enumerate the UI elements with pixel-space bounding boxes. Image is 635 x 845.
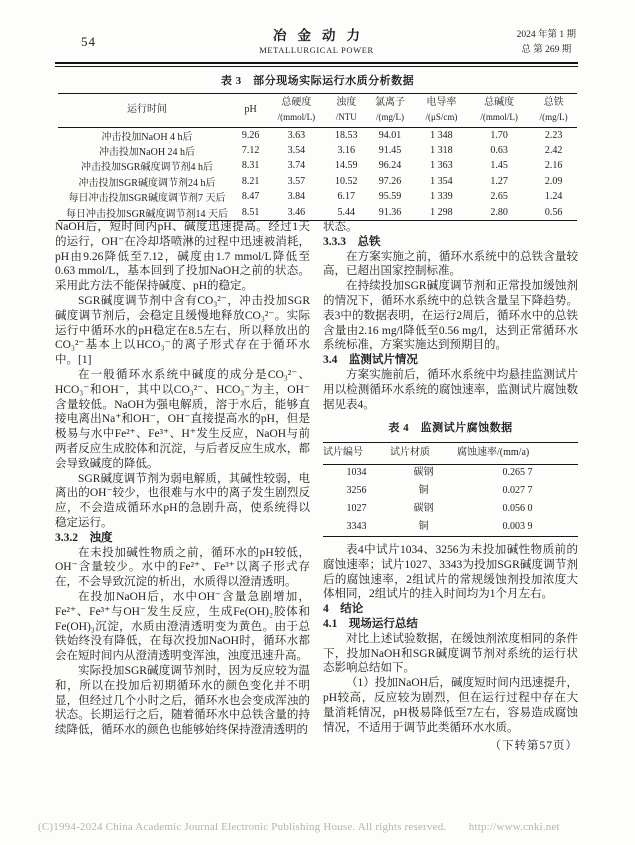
table-cell: 14.59 [335, 160, 358, 172]
paragraph: 状态。 [323, 221, 358, 233]
table-cell: 1 318 [430, 144, 453, 156]
table-cell: 冲击投加NaOH 24 h后 [98, 146, 196, 158]
issue-line-1: 2024 年第 1 期 [516, 30, 576, 40]
right-column [323, 220, 578, 754]
table-cell: 冲击投加NaOH 4 h后 [101, 131, 193, 143]
paragraph: 在投加NaOH后，水中OH⁻含量急剧增加，Fe²⁺、Fe³⁺与OH⁻发生反应，生成Fe(OH)₂胶体和Fe(OH)₃沉淀，水质由澄清透明变为黄色。由于总铁始终没有降低，在每次投加NaOH时，循环水都会在短时间内从澄清透明变浑浊，浊度迅速升高。 [55, 590, 310, 663]
table-cell: 3343 [346, 520, 367, 532]
continuation-note: （下转第57页） [489, 740, 578, 753]
table-cell: 10.52 [335, 175, 358, 187]
table-cell: 每日冲击投加SGR碱度调节剂7 天后 [68, 193, 226, 205]
table-cell: 3.57 [287, 175, 306, 187]
table-cell: 2.80 [490, 206, 508, 218]
table-cell: 0.63 [490, 144, 508, 156]
table-cell: 3.16 [337, 144, 356, 156]
table-cell: 3.74 [287, 160, 306, 172]
table-cell: 7.12 [241, 144, 260, 156]
column-header: 氯离子 /(mg/L) [374, 97, 405, 122]
table-cell: 3.46 [287, 206, 306, 218]
paragraph: SGR碱度调节剂中含有CO₃²⁻，冲击投加SGR碱度调节剂后，会稳定且缓慢地释放CO₃²⁻。实际运行中循环水的pH稳定在8.5左右，所以释放出的CO₃²⁻基本上以HCO₃⁻的离子形式存在于循环水中。[1] [55, 294, 310, 367]
table-cell: 3.84 [287, 191, 306, 203]
journal-title-block [55, 24, 578, 55]
table3-head [58, 94, 577, 128]
table-row [58, 143, 577, 159]
table3-caption: 表 3 部分现场实际运行水质分析数据 [220, 75, 415, 87]
table-cell: 9.26 [241, 129, 260, 141]
paragraph: 在持续投加SGR碱度调节剂和正常投加缓蚀剂的情况下，循环水系统中的总铁含量呈下降趋势。表3中的数据表明，在运行2周后，循环水中的总铁含量由2.16 mg/l降低至0.56 mg/l，达到正常循环水系统标准，方案实施达到预期目的。 [323, 280, 578, 352]
table-cell: 1034 [346, 467, 367, 479]
page-number: 54 [81, 34, 96, 49]
section-heading: 4.1 现场运行总结 [323, 617, 418, 630]
column-header: pH [244, 103, 257, 115]
paragraph: NaOH后，短时间内pH、碱度迅速提高。经过1天的运行，OH⁻在冷却塔喷淋的过程中迅速被消耗，pH由9.26降低至7.12，碱度由1.7 mmol/L降低至0.63 mmol/L，基本回到了投加NaOH之前的状态。采用此方法不能保持碱度、pH的稳定。 [55, 221, 310, 293]
table-row [323, 482, 578, 500]
table-cell: 96.24 [378, 160, 402, 172]
table4-caption: 表 4 监测试片腐蚀数据 [388, 422, 513, 435]
column-header: 试片材质 [390, 447, 430, 459]
table-cell: 0.003 9 [502, 520, 533, 532]
table-cell: 0.056 0 [502, 503, 533, 515]
table-cell: 1 363 [430, 160, 453, 172]
table-cell: 每日冲击投加SGR碱度调节剂14 天后 [66, 208, 228, 220]
table-cell: 91.45 [378, 144, 402, 156]
table-cell: 0.56 [544, 206, 563, 218]
table-row [58, 127, 577, 143]
table3-water-quality [58, 72, 577, 221]
table4-head [323, 443, 578, 465]
table-cell: 铜 [418, 520, 429, 532]
table-cell: 8.21 [241, 175, 260, 187]
table-cell: 1 339 [430, 191, 453, 203]
column-header: 总铁 /(mg/L) [539, 97, 568, 122]
right-column-top [323, 220, 578, 412]
paragraph: 对比上述试验数据，在缓蚀剂浓度相同的条件下，投加NaOH和SGR碱度调节剂对系统的运行状态影响总结如下。 [323, 632, 578, 675]
column-header: 试片编号 [323, 447, 363, 459]
page-header [55, 24, 578, 60]
column-header: 电导率 /(μS/cm) [425, 97, 458, 122]
table-row [58, 158, 577, 174]
table-cell: 1.45 [490, 160, 508, 172]
table-cell: 6.17 [337, 191, 356, 203]
table-cell: 5.44 [337, 206, 356, 218]
body-columns [55, 220, 578, 754]
table4-body [323, 464, 578, 536]
section-heading: 3.3.3 总铁 [323, 235, 381, 248]
column-header: 浊度 /NTU [335, 97, 357, 122]
header-double-rule [55, 62, 578, 67]
table-cell: 碳钢 [413, 503, 434, 515]
table-row [58, 189, 577, 205]
paragraph: 在未投加碱性物质之前，循环水的pH较低，OH⁻含量较少。水中的Fe²⁺、Fe³⁺以离子形式存在，不会导致沉淀的析出，水质得以澄清透明。 [55, 546, 310, 589]
table-cell: 2.65 [490, 191, 508, 203]
section-heading: 3.4 监测试片情况 [323, 354, 418, 367]
table-cell: 冲击投加SGR碱度调节剂24 h后 [78, 177, 216, 189]
section-heading: 4 结论 [323, 603, 364, 616]
table-cell: 97.26 [378, 175, 402, 187]
table4-header-row [323, 443, 578, 465]
table-cell: 3256 [346, 485, 367, 497]
table-cell: 2.23 [544, 129, 563, 141]
table-cell: 8.51 [241, 206, 260, 218]
table-cell: 91.36 [378, 206, 402, 218]
table4 [323, 442, 578, 537]
table-row [58, 205, 577, 221]
right-column-bottom [323, 543, 578, 754]
table-cell: 2.09 [544, 175, 563, 187]
table-cell: 8.31 [241, 160, 260, 172]
table-cell: 1.70 [490, 129, 508, 141]
paragraph: 实际投加SGR碱度调节剂时，因为反应较为温和，所以在投加后初期循环水的颜色变化并不明显，但经过几个小时之后，循环水也会变成浑浊的状态。长期运行之后，随着循环水中总铁含量的持续降低，循环水的颜色也能够始终保持澄清透明的 [55, 664, 310, 737]
table-cell: 3.63 [287, 129, 306, 141]
issue-info [517, 28, 576, 57]
table3-header-row [58, 94, 577, 128]
table-cell: 1 298 [430, 206, 453, 218]
table-cell: 1 348 [430, 129, 453, 141]
table-cell: 18.53 [335, 129, 358, 141]
column-header: 运行时间 [127, 103, 167, 115]
paragraph: SGR碱度调节剂为弱电解质，其碱性较弱，电离出的OH⁻较少，也很难与水中的离子发生剧烈反应，不会造成循环水pH的急剧升高，使系统得以稳定运行。 [55, 472, 310, 529]
table-row [323, 464, 578, 482]
column-header: 总硬度 /(mmol/L) [277, 97, 316, 122]
table-row [58, 174, 577, 190]
table-cell: 2.16 [544, 160, 563, 172]
table-cell: 1 354 [430, 175, 453, 187]
table-cell: 3.54 [287, 144, 306, 156]
journal-title-cn: 冶金动力 [273, 28, 371, 43]
table3-body [58, 127, 577, 220]
table-cell: 铜 [418, 485, 429, 497]
cnki-copyright-footer: (C)1994-2024 China Academic Journal Electronic Publishing House. All rights reserved. http://www.cnki.net [38, 821, 560, 833]
paragraph: 在方案实施之前，循环水系统中的总铁含量较高，已超出国家控制标准。 [323, 250, 578, 278]
section-heading: 3.3.2 浊度 [55, 531, 113, 544]
table-row [323, 518, 578, 536]
column-header: 总碱度 /(mmol/L) [480, 97, 518, 122]
paragraph: （1）投加NaOH后，碱度短时间内迅速提升，pH较高，反应较为剧烈，但在运行过程中存在大量消耗情况，pH极易降低至7左右，容易造成腐蚀情况，不适用于调节此类循环水水质。 [323, 677, 578, 734]
table-cell: 碳钢 [413, 467, 434, 479]
table-cell: 1.24 [544, 191, 563, 203]
table-cell: 0.027 7 [502, 485, 533, 497]
paragraph: 方案实施前后，循环水系统中均悬挂监测试片用以检测循环水系统的腐蚀速率，监测试片腐蚀数据见表4。 [323, 368, 578, 411]
table-cell: 冲击投加SGR碱度调节剂4 h后 [81, 162, 213, 174]
table-row [323, 500, 578, 518]
paragraph: 表4中试片1034、3256为未投加碱性物质前的腐蚀速率；试片1027、3343为投加SGR碱度调节剂后的腐蚀速率，2组试片的常规缓蚀剂投加浓度大体相同，2组试片的挂入时间均为1个月左右。 [323, 543, 578, 601]
paragraph: 在一般循环水系统中碱度的成分是CO₃²⁻、HCO₃⁻和OH⁻，其中以CO₃²⁻、HCO₃⁻为主，OH⁻含量较低。NaOH为强电解质，溶于水后，能够直接电离出Na⁺和OH⁻，OH⁻直接提高水的pH，但是极易与水中Fe²⁺、Fe³⁺、H⁺发生反应，NaOH与前两者反应生成胶体和沉淀，与后者反应生成水，都会导致碱度的降低。 [55, 368, 310, 470]
table-cell: 1027 [346, 503, 367, 515]
table-cell: 0.265 7 [502, 467, 533, 479]
table4-corrosion [323, 421, 578, 537]
table-cell: 1.27 [490, 175, 508, 187]
table-cell: 95.59 [378, 191, 402, 203]
table3 [58, 93, 577, 221]
column-header: 腐蚀速率/(mm/a) [457, 447, 530, 459]
table-cell: 94.01 [378, 129, 402, 141]
table-cell: 8.47 [241, 191, 260, 203]
issue-line-2: 总 第 269 期 [521, 44, 572, 55]
table-cell: 2.42 [544, 144, 563, 156]
left-column [55, 220, 310, 754]
journal-title-en: METALLURGICAL POWER [259, 45, 374, 55]
